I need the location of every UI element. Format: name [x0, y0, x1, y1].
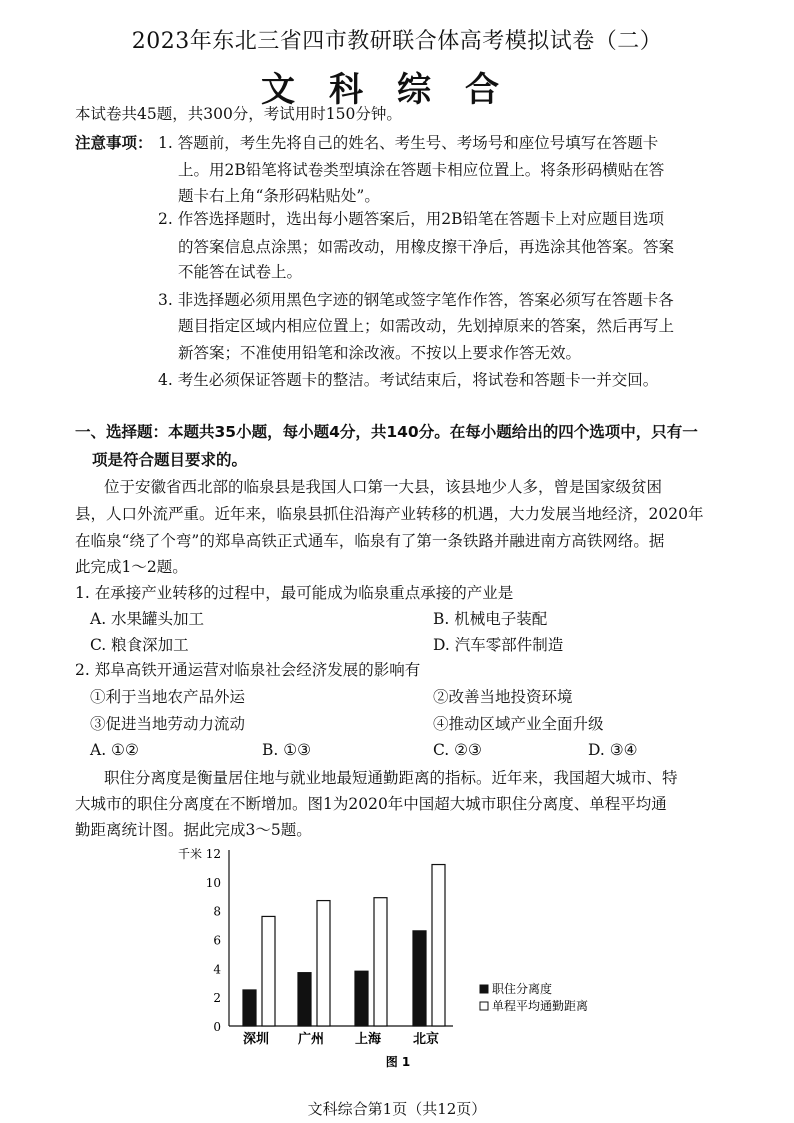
y-tick-label: 6: [213, 933, 221, 948]
y-tick-label: 4: [213, 962, 221, 977]
legend-swatch: [480, 1002, 488, 1010]
x-tick-label: 上海: [354, 1032, 382, 1047]
bar-separation-2: [355, 971, 368, 1026]
notice-item-line: 不能答在试卷上。: [178, 263, 303, 281]
section-heading: 项是符合题目要求的。: [92, 451, 248, 469]
question-stem: 2. 郑阜高铁开通运营对临泉社会经济发展的影响有: [75, 661, 421, 679]
passage-line: 位于安徽省西北部的临泉县是我国人口第一大县，该县地少人多，曾是国家级贫困: [104, 478, 663, 496]
exam-title: 2023年东北三省四市教研联合体高考模拟试卷（二）: [131, 29, 663, 54]
x-tick-label: 深圳: [242, 1032, 270, 1047]
bar-commute-2: [374, 898, 387, 1026]
bar-separation-3: [413, 931, 426, 1026]
passage-line: 县，人口外流严重。近年来，临泉县抓住沿海产业转移的机遇，大力发展当地经济，2020年: [75, 505, 704, 523]
option-c: C. ②③: [433, 741, 482, 759]
bar-separation-0: [243, 990, 256, 1026]
option-d: D. 汽车零部件制造: [433, 636, 564, 654]
notice-item-line: 题卡右上角“条形码粘贴处”。: [178, 187, 380, 205]
x-tick-label: 广州: [297, 1032, 325, 1047]
y-tick-label: 0: [213, 1020, 221, 1034]
bar-commute-3: [432, 865, 445, 1026]
statement: ③促进当地劳动力流动: [90, 715, 246, 733]
notice-item-line: 题目指定区域内相应位置上；如需改动，先划掉原来的答案，然后再写上: [178, 317, 675, 335]
section-heading: 一、选择题：本题共35小题，每小题4分，共140分。在每小题给出的四个选项中，只有一: [75, 423, 698, 441]
option-a: A. 水果罐头加工: [90, 610, 205, 628]
notice-label: 注意事项：: [75, 134, 153, 152]
option-b: B. 机械电子装配: [433, 610, 548, 628]
passage-line: 职住分离度是衡量居住地与就业地最短通勤距离的指标。近年来，我国超大城市、特: [104, 769, 678, 787]
legend-label: 职住分离度: [492, 982, 553, 996]
bar-commute-1: [317, 901, 330, 1026]
figure-caption: 图 1: [385, 1055, 411, 1069]
y-tick-label: 8: [213, 904, 221, 919]
legend-label: 单程平均通勤距离: [492, 999, 589, 1013]
x-tick-label: 北京: [412, 1032, 440, 1047]
page-footer: 文科综合第1页（共12页）: [307, 1100, 487, 1118]
statement: ④推动区域产业全面升级: [433, 715, 604, 733]
notice-item-line: 的答案信息点涂黑；如需改动，用橡皮擦干净后，再选涂其他答案。答案: [178, 238, 675, 256]
passage-line: 勤距离统计图。据此完成3～5题。: [75, 821, 312, 839]
legend-swatch: [480, 985, 488, 993]
subject-title: 文科综合: [261, 70, 533, 110]
passage-line: 大城市的职住分离度在不断增加。图1为2020年中国超大城市职住分离度、单程平均通: [75, 795, 667, 813]
passage-line: 在临泉“绕了个弯”的郑阜高铁正式通车，临泉有了第一条铁路并融进南方高铁网络。据: [75, 532, 665, 550]
notice-item-line: 上。用2B铅笔将试卷类型填涂在答题卡相应位置上。将条形码横贴在答: [178, 161, 665, 179]
statement: ①利于当地农产品外运: [90, 688, 246, 706]
notice-item-line: 新答案；不准使用铅笔和涂改液。不按以上要求作答无效。: [178, 344, 582, 362]
option-c: C. 粮食深加工: [90, 636, 189, 654]
notice-item-line: 1. 答题前，考生先将自己的姓名、考生号、考场号和座位号填写在答题卡: [158, 134, 659, 152]
passage-line: 此完成1～2题。: [75, 558, 188, 576]
notice-item-line: 3. 非选择题必须用黑色字迹的钢笔或签字笔作作答，答案必须写在答题卡各: [158, 291, 674, 309]
bar-commute-0: [262, 916, 275, 1026]
notice-item-line: 2. 作答选择题时，选出每小题答案后，用2B铅笔在答题卡上对应题目选项: [158, 210, 664, 228]
bar-separation-1: [298, 973, 311, 1026]
y-tick-label: 10: [205, 875, 221, 890]
question-stem: 1. 在承接产业转移的过程中，最可能成为临泉重点承接的产业是: [75, 584, 514, 602]
figure-1-bar-chart: [170, 840, 610, 1075]
notice-item-line: 4. 考生必须保证答题卡的整洁。考试结束后，将试卷和答题卡一并交回。: [158, 371, 659, 389]
statement: ②改善当地投资环境: [433, 688, 573, 706]
exam-info: 本试卷共45题，共300分，考试用时150分钟。: [75, 105, 402, 123]
option-b: B. ①③: [262, 741, 312, 759]
option-d: D. ③④: [588, 741, 638, 759]
option-a: A. ①②: [90, 741, 139, 759]
y-tick-label: 2: [213, 991, 221, 1006]
y-tick-label: 12: [205, 847, 221, 861]
y-axis-unit: 千米: [178, 847, 203, 861]
